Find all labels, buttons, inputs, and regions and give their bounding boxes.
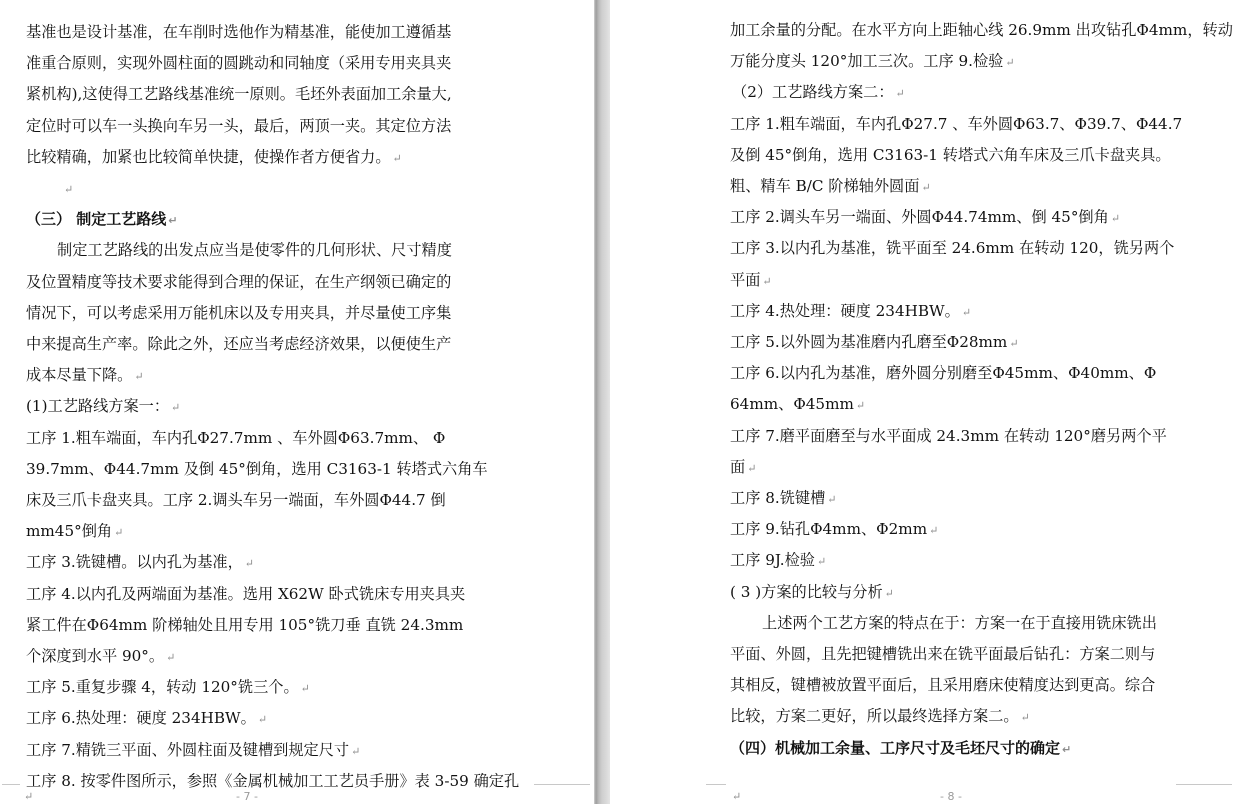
paragraph-mark-icon: ↵ [1020,711,1030,725]
text-line [730,550,826,570]
line-text: 39.7mm、Φ44.7mm 及倒 45°倒角，选用 C3163-1 转塔式六角车 [26,459,488,478]
text-line [762,613,1157,633]
paragraph-mark-icon: ↵ [244,557,254,571]
paragraph-mark-icon: ↵ [392,151,402,165]
text-line [26,584,465,604]
line-text: 平面 [730,270,761,289]
text-line [730,457,756,477]
text-line [26,615,463,635]
text-line [26,521,123,541]
page-number: - 7 - [236,790,258,803]
line-text: 定位时可以车一头换向车另一头，最后，两顶一夹。其定位方法 [26,116,452,135]
text-line [26,147,402,167]
page-number: - 8 - [940,790,962,803]
text-line [26,84,452,104]
line-text: 准重合原则，实现外圆柱面的圆跳动和同轴度（采用专用夹具夹 [26,54,452,73]
line-text: （2）工艺路线方案二： [732,83,894,102]
line-text: 工序 4.热处理：硬度 234HBW。 [730,301,960,320]
line-text: 个深度到水平 90°。 [26,647,165,665]
paragraph-mark-icon: ↵ [300,682,310,696]
paragraph-mark-icon: ↵ [166,651,176,664]
text-line [26,53,451,73]
text-line [26,552,254,572]
line-text: 工序 6.以内孔为基准，磨外圆分别磨至Φ45mm、Φ40mm、Φ [730,364,1157,383]
line-text: 平面、外圆，且先把键槽铣出来在铣平面最后钻孔：方案二则与 [730,645,1156,663]
paragraph-mark-icon: ↵ [961,305,972,319]
line-text: 工序 1.粗车端面，车内孔Φ27.7 、车外圆Φ63.7、Φ39.7、Φ44.7 [730,114,1183,133]
paragraph-mark-icon: ↵ [732,790,742,803]
line-text: 工序 8. 按零件图所示，参照《金属机械加工工艺员手册》表 3-59 确定孔 [26,771,520,790]
footer-rule [1176,784,1232,785]
line-text: 及位置精度等技术要求能得到合理的保证，在生产纲领已确定的 [26,272,452,291]
line-text: (1)工艺路线方案一： [26,397,170,416]
paragraph-mark-icon: ↵ [1005,56,1015,70]
paragraph-mark-icon: ↵ [929,524,939,538]
line-text: 紧工件在Φ64mm 阶梯轴处且用专用 105°铣刀垂 直铣 24.3mm [26,615,464,634]
paragraph-mark-icon: ↵ [747,461,757,475]
line-text: （三） 制定工艺路线 [26,210,167,229]
line-text: （四）机械加工余量、工序尺寸及毛坯尺寸的确定 [730,738,1061,757]
line-text: 加工余量的分配。在水平方向上距轴心线 26.9mm 出攻钻孔Φ4mm，转动 [730,21,1233,39]
line-text: 工序 7.精铣三平面、外圆柱面及键槽到规定尺寸 [26,740,350,759]
line-text: 紧机构),这使得工艺路线基准统一原则。毛坯外表面加工余量大, [26,85,452,104]
text-line [26,334,451,354]
text-line [730,145,1171,165]
text-line [26,428,445,448]
paragraph-mark-icon: ↵ [1110,212,1121,226]
text-line [26,303,451,323]
line-text: 工序 7.磨平面磨至与水平面成 24.3mm 在转动 120°磨另两个平 [730,426,1167,445]
line-text: 比较精确，加紧也比较简单快捷，使操作者方便省力。 [26,147,391,166]
text-line [26,677,310,697]
paragraph-mark-icon: ↵ [1062,742,1072,756]
text-line [26,740,360,760]
paragraph-mark-icon: ↵ [171,401,181,415]
text-line [26,490,446,510]
paragraph-mark-icon: ↵ [168,214,178,228]
paragraph-mark-icon: ↵ [351,744,361,758]
footer-rule [2,784,20,785]
text-line [26,365,144,385]
line-text: 工序 4.以内孔及两端面为基准。选用 X62W 卧式铣床专用夹具夹 [26,584,466,603]
section-heading [26,209,177,229]
text-line [730,488,836,508]
text-line [730,207,1120,227]
text-line [26,396,180,416]
paragraph-mark-icon: ↵ [855,399,866,413]
line-text: 制定工艺路线的出发点应当是使零件的几何形状、尺寸精度 [57,241,452,260]
line-text: 万能分度头 120°加工三次。工序 9.检验 [730,52,1004,71]
text-line [730,394,865,414]
paragraph-mark-icon: ↵ [64,183,74,196]
line-text: 及倒 45°倒角，选用 C3163-1 转塔式六角车床及三爪卡盘夹具。 [730,145,1171,164]
footer-rule [534,784,590,785]
text-line [730,332,1019,352]
line-text: 64mm、Φ45mm [730,395,854,414]
line-text: 面 [730,457,746,476]
line-text: 工序 2.调头车另一端面、外圆Φ44.74mm、倒 45°倒角 [730,208,1109,227]
page-gutter [594,0,610,804]
text-line [26,272,451,292]
paragraph-mark-icon: ↵ [134,370,144,384]
text-line [26,22,451,42]
line-text: 成本尽量下降。 [26,366,133,385]
paragraph-mark-icon: ↵ [1009,337,1019,350]
text-line [26,708,267,728]
text-line [730,51,1015,71]
line-text: 工序 6.热处理：硬度 234HBW。 [26,709,256,728]
line-text: 工序 8.铣键槽 [730,489,826,507]
line-text: 比较，方案二更好，所以最终选择方案二。 [730,707,1019,726]
text-line [26,646,175,666]
paragraph-mark-icon: ↵ [816,555,827,569]
text-line [26,116,451,136]
line-text: 工序 3.铣键槽。以内孔为基准， [26,553,243,572]
text-line [730,675,1155,695]
line-text: 粗、精车 B/C 阶梯轴外圆面 [730,177,920,195]
line-text: 工序 3.以内孔为基准，铣平面至 24.6mm 在转动 120，铣另两个 [730,239,1175,258]
line-text: ( 3 )方案的比较与分析 [730,582,883,601]
section-heading [730,738,1071,758]
text-line [26,459,488,479]
paragraph-mark-icon: ↵ [884,586,894,600]
text-line [57,240,452,260]
text-line [732,82,905,102]
document-page-7 [0,0,594,804]
text-line [730,301,971,321]
text-line [730,426,1167,446]
line-text: 基准也是设计基准，在车削时选他作为精基准，能使加工遵循基 [26,23,452,41]
paragraph-mark-icon: ↵ [114,526,124,540]
line-text: 工序 1.粗车端面，车内孔Φ27.7mm 、车外圆Φ63.7mm、 Φ [26,428,446,447]
paragraph-mark-icon: ↵ [827,493,837,506]
footer-rule [706,784,726,785]
line-text: 情况下，可以考虑采用万能机床以及专用夹具，并尽量使工序集 [26,303,452,322]
paragraph-mark-icon: ↵ [257,713,268,727]
line-text: 工序 9J.检验 [730,551,815,570]
line-text: 中来提高生产率。除此之外，还应当考虑经济效果，以便使生产 [26,335,452,353]
text-line [26,771,519,791]
paragraph-mark-icon: ↵ [24,790,34,803]
line-text: 工序 9.钻孔Φ4mm、Φ2mm [730,520,928,539]
document-page-8 [610,0,1258,804]
text-line [730,644,1155,664]
line-text: 床及三爪卡盘夹具。工序 2.调头车另一端面，车外圆Φ44.7 倒 [26,491,446,509]
text-line [730,176,931,196]
text-line [730,582,894,602]
paragraph-mark-icon: ↵ [921,181,931,194]
text-line [730,363,1156,383]
line-text: mm45°倒角 [26,522,113,541]
line-text: 其相反，键槽被放置平面后，且采用磨床使精度达到更高。综合 [730,676,1156,695]
line-text: 工序 5.以外圆为基准磨内孔磨至Φ28mm [730,333,1008,351]
paragraph-mark-icon: ↵ [895,87,905,101]
text-line [62,178,73,198]
paragraph-mark-icon: ↵ [762,274,772,288]
line-text: 工序 5.重复步骤 4，转动 120°铣三个。 [26,678,299,697]
text-line [730,519,938,539]
text-line [730,238,1174,258]
text-line [730,20,1233,40]
text-line [730,706,1030,726]
line-text: 上述两个工艺方案的特点在于：方案一在于直接用铣床铣出 [762,613,1157,632]
text-line [730,114,1182,134]
text-line [730,270,772,290]
